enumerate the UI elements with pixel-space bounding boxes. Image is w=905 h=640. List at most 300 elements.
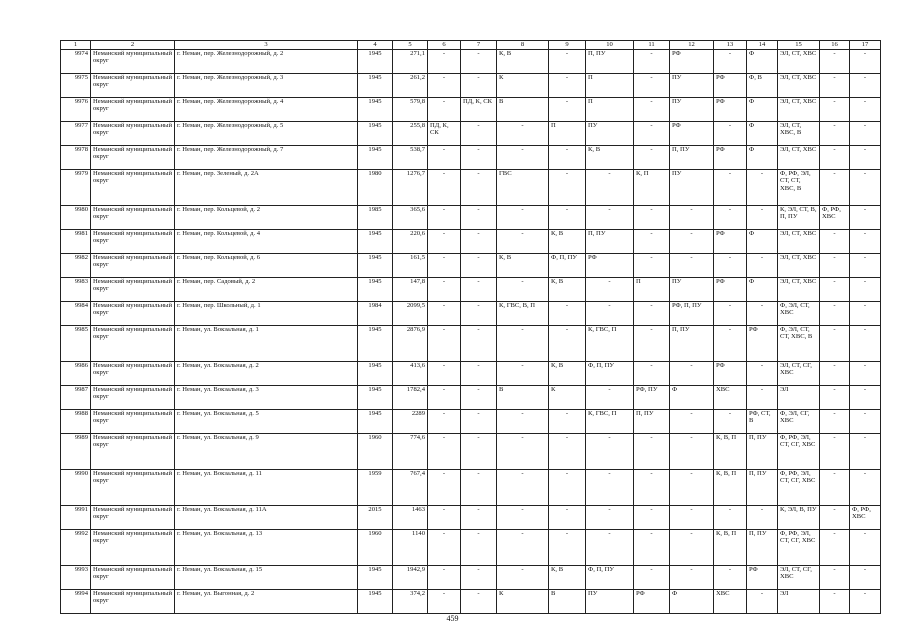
table-cell: - <box>850 433 881 469</box>
table-cell: 9975 <box>61 73 91 97</box>
table-cell: ЭЛ, СТ, ХВС <box>778 49 820 73</box>
table-cell: П, ПУ <box>586 49 634 73</box>
table-cell: ЭЛ, СТ, СГ, ХВС <box>778 565 820 589</box>
table-row <box>61 409 881 433</box>
table-cell: - <box>820 301 850 325</box>
table-cell: 2099,5 <box>393 301 428 325</box>
table-cell: - <box>461 361 497 385</box>
table-cell: г. Неман, пер. Железнодорожный, д. 3 <box>175 73 358 97</box>
table-cell: 9977 <box>61 121 91 145</box>
table-cell: - <box>428 385 461 409</box>
table-cell: - <box>428 253 461 277</box>
table-cell: - <box>670 361 714 385</box>
table-cell: - <box>634 49 670 73</box>
table-cell: 1942,9 <box>393 565 428 589</box>
column-number-header: 1 <box>61 41 91 50</box>
table-cell: 220,6 <box>393 229 428 253</box>
table-cell: г. Неман, пер. Садовый, д. 2 <box>175 277 358 301</box>
table-cell: К, В <box>549 277 586 301</box>
register-table <box>60 40 881 614</box>
table-cell: 9981 <box>61 229 91 253</box>
table-cell: ПУ <box>670 97 714 121</box>
table-cell: - <box>497 205 549 229</box>
table-cell: 9987 <box>61 385 91 409</box>
table-cell: - <box>461 169 497 205</box>
table-cell: - <box>714 409 747 433</box>
table-cell: - <box>586 529 634 565</box>
table-cell: - <box>747 205 778 229</box>
table-cell: - <box>497 121 549 145</box>
table-cell: П, ПУ <box>634 409 670 433</box>
table-cell: - <box>747 169 778 205</box>
table-cell: 374,2 <box>393 589 428 613</box>
table-cell: - <box>461 277 497 301</box>
table-cell: К, В <box>549 565 586 589</box>
table-cell: 2289 <box>393 409 428 433</box>
table-cell: - <box>549 205 586 229</box>
table-cell: Неманский муниципальный округ <box>91 277 175 301</box>
table-cell: - <box>549 529 586 565</box>
table-cell: - <box>634 529 670 565</box>
table-body <box>61 49 881 613</box>
table-cell: - <box>634 97 670 121</box>
table-cell: - <box>428 529 461 565</box>
table-row <box>61 325 881 361</box>
table-cell: Ф, В <box>747 73 778 97</box>
table-cell: К, В, П <box>714 469 747 505</box>
table-cell: - <box>670 229 714 253</box>
table-cell: Неманский муниципальный округ <box>91 469 175 505</box>
table-cell: - <box>634 301 670 325</box>
table-cell: - <box>850 529 881 565</box>
table-cell: Ф, П, ПУ <box>549 253 586 277</box>
table-cell: - <box>820 433 850 469</box>
table-cell: 579,8 <box>393 97 428 121</box>
table-cell: - <box>497 529 549 565</box>
table-cell: 1985 <box>358 205 393 229</box>
table-cell: 9988 <box>61 409 91 433</box>
table-cell: - <box>634 469 670 505</box>
table-cell: - <box>820 325 850 361</box>
table-cell: 1140 <box>393 529 428 565</box>
table-cell: - <box>670 505 714 529</box>
table-cell: - <box>634 205 670 229</box>
table-cell: К, В, П <box>714 433 747 469</box>
table-row <box>61 589 881 613</box>
table-cell: - <box>549 325 586 361</box>
table-cell: ЭЛ <box>778 589 820 613</box>
table-cell: 161,5 <box>393 253 428 277</box>
table-cell: Неманский муниципальный округ <box>91 433 175 469</box>
table-cell: - <box>497 409 549 433</box>
table-row <box>61 97 881 121</box>
table-cell: РФ <box>714 97 747 121</box>
table-cell: - <box>670 409 714 433</box>
table-cell: - <box>461 565 497 589</box>
table-cell: - <box>850 253 881 277</box>
table-cell: Неманский муниципальный округ <box>91 253 175 277</box>
table-cell: - <box>850 229 881 253</box>
table-cell: 9992 <box>61 529 91 565</box>
table-cell: - <box>428 409 461 433</box>
table-cell: 147,8 <box>393 277 428 301</box>
table-cell: г. Неман, пер. Кольцевой, д. 2 <box>175 205 358 229</box>
table-cell: г. Неман, пер. Железнодорожный, д. 7 <box>175 145 358 169</box>
column-number-header: 13 <box>714 41 747 50</box>
table-cell: РФ <box>714 229 747 253</box>
table-cell: - <box>670 205 714 229</box>
table-cell: Ф, РФ, ХВС <box>820 205 850 229</box>
table-cell: Ф, П, ПУ <box>586 565 634 589</box>
table-cell: 271,1 <box>393 49 428 73</box>
table-cell: К, ЭЛ, СТ, В, П, ПУ <box>778 205 820 229</box>
column-number-header: 12 <box>670 41 714 50</box>
table-cell: 1980 <box>358 169 393 205</box>
table-cell: - <box>634 253 670 277</box>
table-cell: - <box>850 301 881 325</box>
table-cell: 9989 <box>61 433 91 469</box>
table-cell: 2015 <box>358 505 393 529</box>
table-row <box>61 121 881 145</box>
table-cell: - <box>670 253 714 277</box>
table-cell: 1959 <box>358 469 393 505</box>
table-cell: ЭЛ, СТ, ХВС <box>778 145 820 169</box>
table-cell: - <box>820 277 850 301</box>
table-cell: Неманский муниципальный округ <box>91 121 175 145</box>
table-cell: 1945 <box>358 277 393 301</box>
table-cell: - <box>850 409 881 433</box>
table-cell: - <box>586 469 634 505</box>
table-cell: 1276,7 <box>393 169 428 205</box>
table-cell: РФ <box>747 565 778 589</box>
table-cell: 1945 <box>358 145 393 169</box>
table-cell: К, В <box>586 145 634 169</box>
table-cell: 9982 <box>61 253 91 277</box>
table-cell: - <box>549 469 586 505</box>
table-cell: - <box>461 205 497 229</box>
table-row <box>61 277 881 301</box>
table-cell: - <box>428 361 461 385</box>
column-number-header: 5 <box>393 41 428 50</box>
table-cell: - <box>549 73 586 97</box>
table-cell: ПД, К, СК <box>428 121 461 145</box>
table-cell: Ф, РФ, ЭЛ, СТ, СТ, ХВС, В <box>778 169 820 205</box>
table-cell: - <box>850 49 881 73</box>
table-cell: Ф <box>747 121 778 145</box>
table-cell: Ф, ЭЛ, СТ, ХВС <box>778 301 820 325</box>
table-cell: 9980 <box>61 205 91 229</box>
table-cell: К <box>549 385 586 409</box>
table-cell: - <box>497 277 549 301</box>
table-cell: П, ПУ <box>747 529 778 565</box>
table-cell: К, ГВС, П <box>586 409 634 433</box>
table-row <box>61 145 881 169</box>
table-cell: 9983 <box>61 277 91 301</box>
table-cell: П <box>586 97 634 121</box>
table-cell: К <box>497 589 549 613</box>
table-cell: 538,7 <box>393 145 428 169</box>
table-cell: П, ПУ <box>747 433 778 469</box>
table-cell: К, ЭЛ, В, ПУ <box>778 505 820 529</box>
table-row <box>61 229 881 253</box>
table-cell: 1945 <box>358 73 393 97</box>
table-cell: 9994 <box>61 589 91 613</box>
table-cell: П <box>634 277 670 301</box>
table-cell: - <box>820 529 850 565</box>
table-cell: - <box>549 49 586 73</box>
table-cell: В <box>497 385 549 409</box>
table-cell: - <box>497 229 549 253</box>
table-cell: - <box>634 505 670 529</box>
table-cell: Ф <box>747 145 778 169</box>
table-cell: РФ <box>714 145 747 169</box>
table-cell: Неманский муниципальный округ <box>91 589 175 613</box>
table-cell: - <box>428 145 461 169</box>
table-cell: - <box>428 469 461 505</box>
table-cell: - <box>497 361 549 385</box>
table-row <box>61 49 881 73</box>
table-cell: Неманский муниципальный округ <box>91 145 175 169</box>
table-cell: - <box>850 469 881 505</box>
table-cell: - <box>461 589 497 613</box>
table-cell: - <box>549 97 586 121</box>
table-cell: 9976 <box>61 97 91 121</box>
table-cell: П <box>586 73 634 97</box>
table-cell: 413,6 <box>393 361 428 385</box>
table-cell: К, В <box>497 253 549 277</box>
table-cell: 1945 <box>358 565 393 589</box>
table-cell: - <box>549 409 586 433</box>
table-cell: 1945 <box>358 409 393 433</box>
column-number-header: 16 <box>820 41 850 50</box>
table-cell: - <box>428 433 461 469</box>
table-cell: П, ПУ <box>670 325 714 361</box>
table-cell: Ф <box>747 97 778 121</box>
column-number-header: 15 <box>778 41 820 50</box>
table-cell: - <box>428 277 461 301</box>
table-cell: Ф <box>747 277 778 301</box>
table-cell: г. Неман, ул. Вокзальная, д. 11А <box>175 505 358 529</box>
table-cell: - <box>428 205 461 229</box>
table-cell: - <box>586 385 634 409</box>
table-cell: г. Неман, ул. Вокзальная, д. 1 <box>175 325 358 361</box>
table-row <box>61 301 881 325</box>
table-cell: К <box>497 73 549 97</box>
table-cell: - <box>634 73 670 97</box>
table-cell: - <box>714 505 747 529</box>
table-cell: ЭЛ, СТ, ХВС <box>778 229 820 253</box>
table-cell: 9993 <box>61 565 91 589</box>
table-cell: 365,6 <box>393 205 428 229</box>
table-cell: - <box>497 325 549 361</box>
table-cell: 1945 <box>358 589 393 613</box>
table-cell: - <box>850 589 881 613</box>
table-cell: - <box>428 229 461 253</box>
table-cell: - <box>820 73 850 97</box>
table-cell: Ф <box>747 229 778 253</box>
table-cell: - <box>747 361 778 385</box>
table-cell: - <box>634 145 670 169</box>
table-cell: - <box>428 169 461 205</box>
table-cell: П, ПУ <box>747 469 778 505</box>
table-cell: 9979 <box>61 169 91 205</box>
table-cell: - <box>850 121 881 145</box>
table-cell: г. Неман, ул. Выгонная, д. 2 <box>175 589 358 613</box>
table-cell: - <box>714 205 747 229</box>
table-cell: ПУ <box>586 121 634 145</box>
table-cell: - <box>586 205 634 229</box>
table-cell: - <box>820 253 850 277</box>
table-cell: Ф, РФ, ЭЛ, СТ, СГ, ХВС <box>778 469 820 505</box>
table-cell: г. Неман, ул. Вокзальная, д. 9 <box>175 433 358 469</box>
table-cell: 9984 <box>61 301 91 325</box>
table-cell: - <box>461 385 497 409</box>
table-cell: ЭЛ, СТ, ХВС <box>778 73 820 97</box>
table-cell: - <box>586 169 634 205</box>
table-row <box>61 169 881 205</box>
table-cell: Неманский муниципальный округ <box>91 325 175 361</box>
table-cell: г. Неман, ул. Вокзальная, д. 11 <box>175 469 358 505</box>
table-cell: П <box>549 121 586 145</box>
table-cell: г. Неман, пер. Железнодорожный, д. 5 <box>175 121 358 145</box>
table-cell: - <box>850 169 881 205</box>
table-cell: - <box>461 253 497 277</box>
table-cell: - <box>497 145 549 169</box>
table-cell: г. Неман, ул. Вокзальная, д. 13 <box>175 529 358 565</box>
table-cell: Неманский муниципальный округ <box>91 97 175 121</box>
page-number: 459 <box>446 614 459 623</box>
column-number-header: 8 <box>497 41 549 50</box>
table-cell: ПУ <box>586 589 634 613</box>
table-cell: - <box>820 361 850 385</box>
table-cell: 1960 <box>358 433 393 469</box>
table-cell: П, ПУ <box>586 229 634 253</box>
table-cell: - <box>850 385 881 409</box>
column-number-header: 3 <box>175 41 358 50</box>
table-cell: РФ <box>714 277 747 301</box>
table-cell: 1463 <box>393 505 428 529</box>
table-cell: - <box>549 433 586 469</box>
table-cell: - <box>820 409 850 433</box>
table-row <box>61 433 881 469</box>
table-cell: ХВС <box>714 385 747 409</box>
table-cell: 9985 <box>61 325 91 361</box>
table-cell: ПУ <box>670 277 714 301</box>
column-number-row <box>61 41 881 50</box>
table-cell: г. Неман, ул. Вокзальная, д. 5 <box>175 409 358 433</box>
table-cell: В <box>497 97 549 121</box>
table-cell: - <box>670 529 714 565</box>
table-cell: - <box>747 589 778 613</box>
table-cell: К, В <box>497 49 549 73</box>
column-number-header: 17 <box>850 41 881 50</box>
table-cell: Неманский муниципальный округ <box>91 529 175 565</box>
table-cell: К, В, П <box>714 529 747 565</box>
table-cell: 1945 <box>358 325 393 361</box>
table-cell: - <box>497 505 549 529</box>
table-cell: - <box>428 49 461 73</box>
table-cell: 767,4 <box>393 469 428 505</box>
table-cell: - <box>850 565 881 589</box>
table-cell: РФ <box>747 325 778 361</box>
table-cell: - <box>428 301 461 325</box>
table-cell: 9991 <box>61 505 91 529</box>
table-cell: - <box>714 301 747 325</box>
table-cell: РФ <box>714 73 747 97</box>
table-cell: - <box>461 529 497 565</box>
table-cell: Неманский муниципальный округ <box>91 301 175 325</box>
table-cell: - <box>850 97 881 121</box>
table-cell: - <box>850 145 881 169</box>
table-cell: 1945 <box>358 229 393 253</box>
table-cell: 2876,9 <box>393 325 428 361</box>
table-row <box>61 253 881 277</box>
table-cell: - <box>461 229 497 253</box>
table-cell: - <box>850 205 881 229</box>
table-cell: - <box>461 433 497 469</box>
table-cell: Неманский муниципальный округ <box>91 73 175 97</box>
table-cell: 774,6 <box>393 433 428 469</box>
table-cell: ЭЛ <box>778 385 820 409</box>
table-cell: - <box>497 433 549 469</box>
table-cell: г. Неман, ул. Вокзальная, д. 15 <box>175 565 358 589</box>
table-cell: - <box>497 469 549 505</box>
table-cell: - <box>820 589 850 613</box>
table-cell: К, ГВС, П <box>586 325 634 361</box>
table-cell: - <box>634 229 670 253</box>
table-cell: - <box>497 565 549 589</box>
column-number-header: 4 <box>358 41 393 50</box>
table-cell: Ф <box>670 589 714 613</box>
table-cell: - <box>549 169 586 205</box>
table-cell: - <box>428 325 461 361</box>
table-cell: - <box>428 97 461 121</box>
table-cell: Неманский муниципальный округ <box>91 565 175 589</box>
table-cell: - <box>428 505 461 529</box>
table-cell: - <box>586 301 634 325</box>
table-cell: Неманский муниципальный округ <box>91 49 175 73</box>
table-cell: - <box>549 301 586 325</box>
table-cell: - <box>461 301 497 325</box>
table-cell: Ф, ЭЛ, СГ, ХВС <box>778 409 820 433</box>
table-cell: - <box>428 73 461 97</box>
table-cell: - <box>670 565 714 589</box>
table-cell: 1984 <box>358 301 393 325</box>
table-cell: 1945 <box>358 49 393 73</box>
table-cell: К, В <box>549 229 586 253</box>
table-cell: Ф <box>670 385 714 409</box>
table-cell: - <box>820 145 850 169</box>
table-cell: - <box>634 325 670 361</box>
table-cell: - <box>428 589 461 613</box>
table-cell: - <box>549 505 586 529</box>
table-cell: - <box>714 49 747 73</box>
table-cell: г. Неман, пер. Железнодорожный, д. 4 <box>175 97 358 121</box>
table-row <box>61 529 881 565</box>
table-cell: - <box>670 433 714 469</box>
table-cell: К, П <box>634 169 670 205</box>
table-cell: - <box>461 73 497 97</box>
table-cell: - <box>461 121 497 145</box>
table-cell: РФ <box>670 49 714 73</box>
table-cell: РФ, П, ПУ <box>670 301 714 325</box>
table-cell: 255,8 <box>393 121 428 145</box>
table-cell: ЭЛ, СТ, ХВС, В <box>778 121 820 145</box>
table-cell: 1782,4 <box>393 385 428 409</box>
table-cell: 1960 <box>358 529 393 565</box>
table-cell: - <box>820 49 850 73</box>
table-cell: РФ, ПУ <box>634 385 670 409</box>
